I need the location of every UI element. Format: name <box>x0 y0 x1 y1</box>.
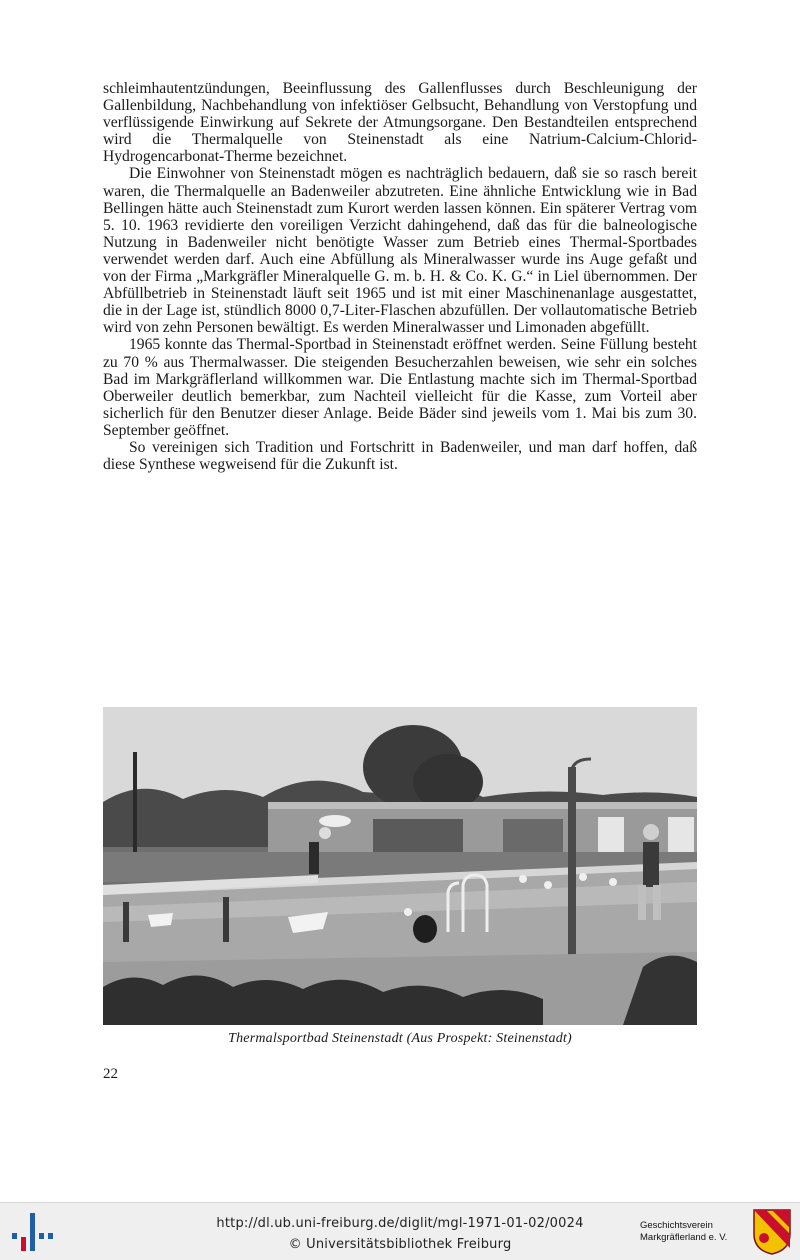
paragraph-1: schleimhautentzündungen, Beeinflussung des Gallenflusses durch Beschleunigung der Gallenbildung, Nachbehandlung von infektiöser Gelbsucht, Behandlung von Verstopfung und verflüssigende Einwirkung auf Sekrete der Atmungsorgane. Den Bestandteilen entsprechend wird die Thermalquelle von Steinenstadt als eine Natrium-Calcium-Chlorid-Hydrogencarbonat-Therme bezeichnet. <box>103 80 697 166</box>
paragraph-3: 1965 konnte das Thermal-Sportbad in Steinenstadt eröffnet werden. Seine Füllung besteht zu 70 % aus Thermalwasser. Die steigenden Besucherzahlen beweisen, wie sehr ein solches Bad im Markgräflerland willkommen war. Die Entlastung machte sich im Thermal-Sportbad Oberweiler deutlich bemerkbar, zum Nachteil vielleicht für die Kasse, zum Vorteil aber sicherlich für den Benutzer dieser Anlage. Beide Bäder sind jeweils vom 1. Mai bis zum 30. September geöffnet. <box>103 336 697 439</box>
society-name-line-2: Markgräflerland e. V. <box>640 1232 728 1243</box>
footer-url-link[interactable]: http://dl.ub.uni-freiburg.de/diglit/mgl-1971-01-02/0024 <box>216 1216 584 1231</box>
society-name <box>640 1220 750 1244</box>
body-text <box>103 80 697 473</box>
paragraph-4: So vereinigen sich Tradition und Fortschritt in Badenweiler, und man darf hoffen, daß diese Synthese wegweisend für die Zukunft ist. <box>103 438 697 474</box>
footer-bar <box>0 1202 800 1260</box>
photo-caption: Thermalsportbad Steinenstadt (Aus Prospekt: Steinenstadt) <box>228 1031 572 1046</box>
paragraph-2: Die Einwohner von Steinenstadt mögen es nachträglich bedauern, daß sie so rasch bereit waren, die Thermalquelle an Badenweiler abzutreten. Eine ähnliche Entwicklung wie in Bad Bellingen hätte auch Steinenstadt zum Kurort werden lassen können. Ein späterer Vertrag vom 5. 10. 1963 revidierte den voreiligen Verzicht dahingehend, daß das für die balneologische Nutzung in Badenweiler nicht benötigte Wasser zum Betrieb eines Thermal-Sportbades verwendet werden darf. Auch eine Abfüllung als Mineralwasser wurde ins Auge gefaßt und von der Firma „Markgräfler Mineralquelle G. m. b. H. & Co. K. G.“ in Liel übernommen. Der Abfüllbetrieb in Steinenstadt läuft seit 1965 und ist mit einer Maschinenanlage ausgestattet, die in der Lage ist, stündlich 8000 0,7-Liter-Flaschen abzufüllen. Der vollautomatische Betrieb wird von zehn Personen bewältigt. Es werden Mineralwasser und Limonaden abgefüllt. <box>103 165 697 337</box>
society-name-line-1: Geschichtsverein <box>640 1220 713 1231</box>
coat-of-arms-icon[interactable] <box>752 1208 792 1256</box>
photo-illustration <box>103 707 697 1025</box>
footer-copyright: © Universitätsbibliothek Freiburg <box>288 1237 512 1252</box>
swimming-pool-photo <box>103 707 697 1025</box>
page-number: 22 <box>103 1066 118 1082</box>
